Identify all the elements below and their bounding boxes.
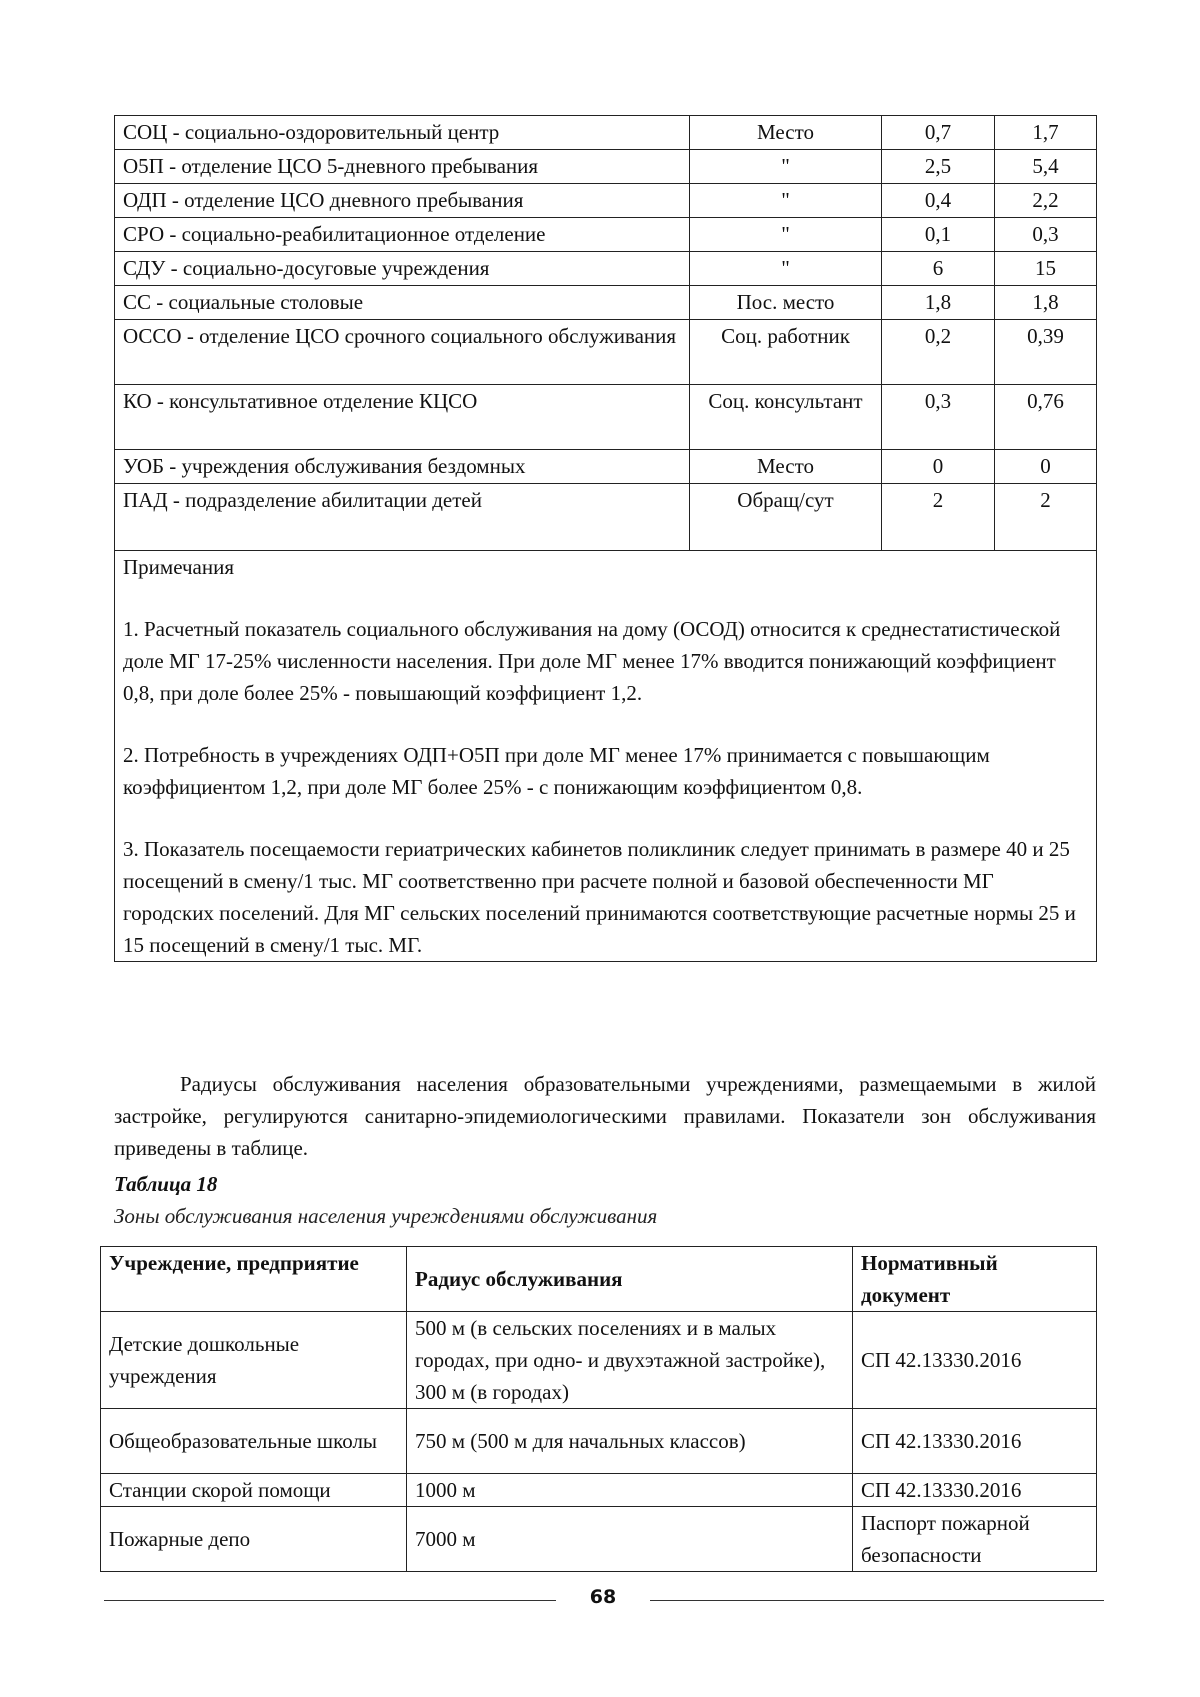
radius-cell: 750 м (500 м для начальных классов) [407,1409,853,1474]
institution-cell: Детские дошкольные учреждения [101,1312,407,1409]
table-row [115,450,1097,484]
notes-row [115,551,1097,962]
service-name: ОССО - отделение ЦСО срочного социального обслуживания [115,320,690,385]
service-value-1: 0 [882,450,995,484]
service-unit: Обращ/сут [690,484,882,551]
document-cell: СП 42.13330.2016 [853,1474,1097,1507]
table-row [115,252,1097,286]
table-row [115,286,1097,320]
service-unit: Соц. консультант [690,385,882,450]
table-header-row [101,1247,1097,1312]
service-unit: " [690,252,882,286]
service-unit: " [690,218,882,252]
service-value-2: 0,39 [995,320,1097,385]
service-value-1: 0,3 [882,385,995,450]
table-row [115,320,1097,385]
footer-rule-right [650,1600,1104,1601]
service-value-2: 15 [995,252,1097,286]
table-row [101,1474,1097,1507]
service-value-1: 0,4 [882,184,995,218]
service-unit: Место [690,450,882,484]
service-name: ПАД - подразделение абилитации детей [115,484,690,551]
table-row [115,150,1097,184]
social-services-table [114,115,1097,962]
radius-cell: 1000 м [407,1474,853,1507]
service-value-1: 0,2 [882,320,995,385]
footer-rule-left [104,1600,556,1601]
service-zones-table [100,1246,1097,1572]
service-value-2: 0 [995,450,1097,484]
service-value-1: 0,7 [882,116,995,150]
service-value-2: 0,3 [995,218,1097,252]
institution-cell: Пожарные депо [101,1507,407,1572]
note-1: 1. Расчетный показатель социального обслуживания на дому (ОСОД) относится к среднестатистической доле МГ 17-25% численности населения. При доле МГ менее 17% вводится понижающий коэффициент 0,8, при доле более 25% - повышающий коэффициент 1,2. [123,617,1061,705]
table-row [115,184,1097,218]
notes-cell [115,551,1097,962]
service-value-2: 5,4 [995,150,1097,184]
page-number: 68 [589,1586,617,1608]
table-row [115,484,1097,551]
table-caption: Таблица 18 [114,1172,218,1196]
service-unit: Место [690,116,882,150]
radius-cell: 500 м (в сельских поселениях и в малых городах, при одно- и двухэтажной застройке), 300 м (в городах) [407,1312,853,1409]
note-2: 2. Потребность в учреждениях ОДП+О5П при доле МГ менее 17% принимается с повышающим коэффициентом 1,2, при доле МГ более 25% - с понижающим коэффициентом 0,8. [123,743,990,799]
table-row [101,1507,1097,1572]
service-value-2: 1,8 [995,286,1097,320]
service-name: УОБ - учреждения обслуживания бездомных [115,450,690,484]
note-3: 3. Показатель посещаемости гериатрических кабинетов поликлиник следует принимать в размере 40 и 25 посещений в смену/1 тыс. МГ соответственно при расчете полной и базовой обеспеченности МГ городских поселений. Для МГ сельских поселений принимаются соответствующие расчетные нормы 25 и 15 посещений в смену/1 тыс. МГ. [123,837,1076,957]
service-name: О5П - отделение ЦСО 5-дневного пребывания [115,150,690,184]
service-name: ОДП - отделение ЦСО дневного пребывания [115,184,690,218]
notes-title: Примечания [123,555,235,579]
institution-cell: Общеобразовательные школы [101,1409,407,1474]
service-value-2: 2,2 [995,184,1097,218]
table-row [115,116,1097,150]
radius-cell: 7000 м [407,1507,853,1572]
service-unit: Соц. работник [690,320,882,385]
institution-cell: Станции скорой помощи [101,1474,407,1507]
service-name: СС - социальные столовые [115,286,690,320]
service-name: КО - консультативное отделение КЦСО [115,385,690,450]
document-cell: СП 42.13330.2016 [853,1409,1097,1474]
service-value-2: 1,7 [995,116,1097,150]
service-value-1: 1,8 [882,286,995,320]
service-value-1: 2,5 [882,150,995,184]
document-cell: СП 42.13330.2016 [853,1312,1097,1409]
service-value-1: 0,1 [882,218,995,252]
table-row [115,385,1097,450]
table-row [101,1409,1097,1474]
header-institution: Учреждение, предприятие [101,1247,407,1312]
table-subtitle: Зоны обслуживания населения учреждениями обслуживания [114,1204,658,1228]
table-row [115,218,1097,252]
service-name: СРО - социально-реабилитационное отделение [115,218,690,252]
document-cell: Паспорт пожарной безопасности [853,1507,1097,1572]
service-value-1: 6 [882,252,995,286]
header-radius: Радиус обслуживания [407,1247,853,1312]
service-value-2: 0,76 [995,385,1097,450]
body-paragraph: Радиусы обслуживания населения образовательными учреждениями, размещаемыми в жилой застройке, регулируются санитарно-эпидемиологическими правилами. Показатели зон обслуживания приведены в таблице. [114,1072,1096,1160]
table-row [101,1312,1097,1409]
header-document: Нормативный документ [853,1247,1097,1312]
service-value-1: 2 [882,484,995,551]
service-name: СДУ - социально-досуговые учреждения [115,252,690,286]
service-unit: " [690,184,882,218]
service-value-2: 2 [995,484,1097,551]
service-unit: " [690,150,882,184]
service-name: СОЦ - социально-оздоровительный центр [115,116,690,150]
service-unit: Пос. место [690,286,882,320]
